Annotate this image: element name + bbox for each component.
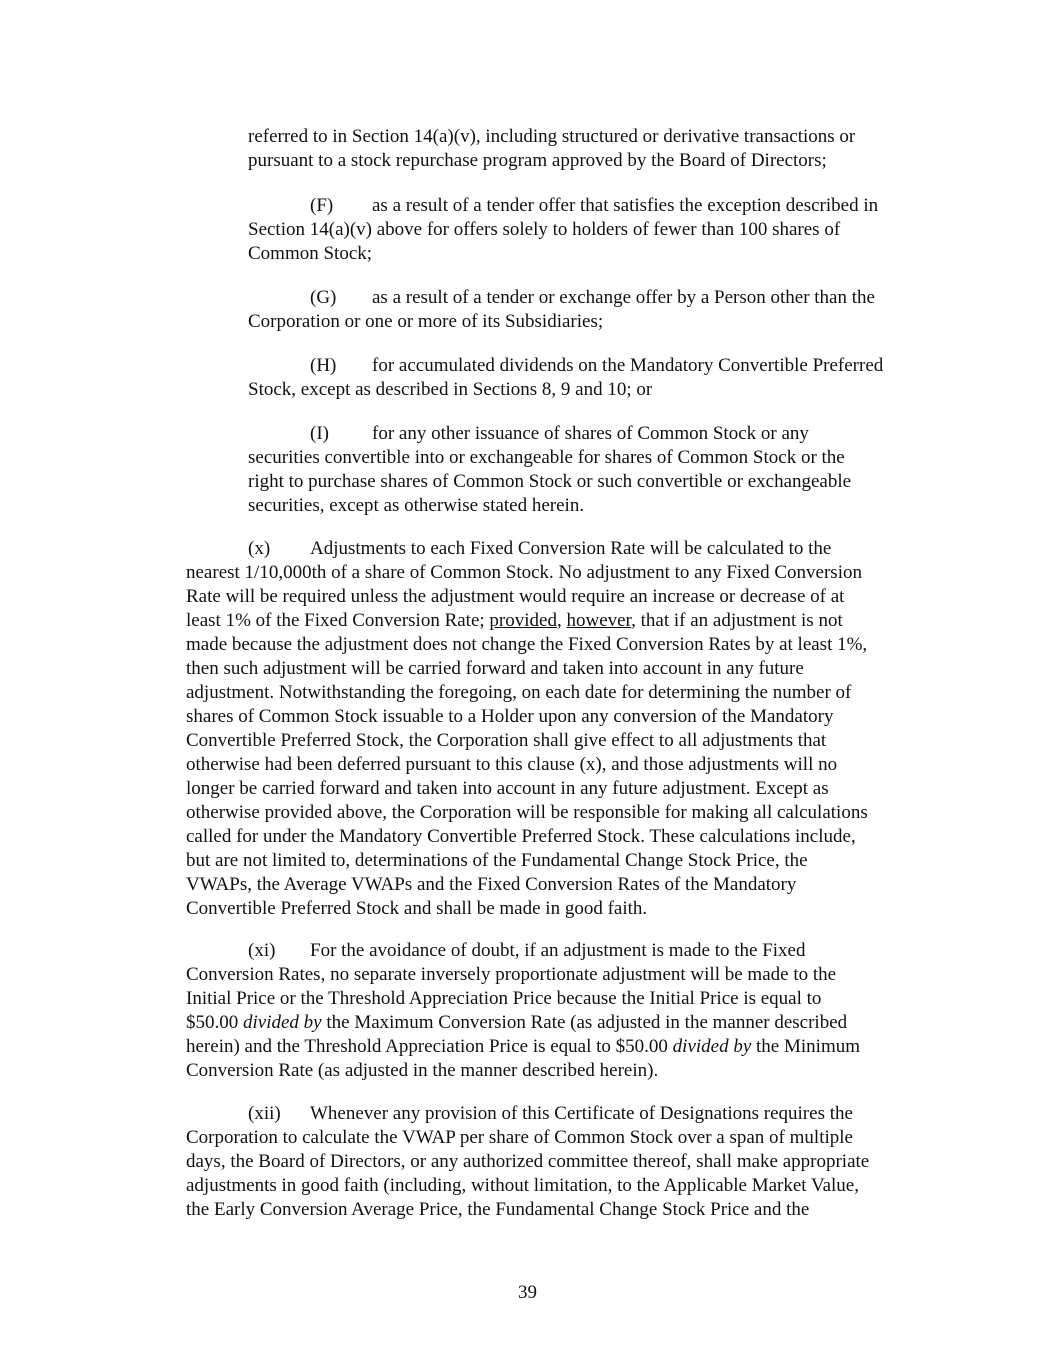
text-span: least 1% of the Fixed Conversion Rate; (186, 610, 490, 631)
paragraph-e-continued (248, 125, 855, 173)
text-line: longer be carried forward and taken into account in any future adjustment. Except as (186, 778, 829, 799)
text-span: the Maximum Conversion Rate (as adjusted in the manner described (321, 1012, 848, 1033)
text-span: Whenever any provision of this Certificate of Designations requires the (310, 1103, 853, 1124)
text-line (186, 1011, 860, 1035)
text-line (248, 422, 851, 446)
text-line: Rate will be required unless the adjustment would require an increase or decrease of at (186, 586, 845, 607)
text-span: herein) and the Threshold Appreciation Price is equal to $50.00 (186, 1036, 673, 1057)
text-line: adjustments in good faith (including, without limitation, to the Applicable Market Value, (186, 1175, 859, 1196)
italic-term-divided-by: divided by (243, 1012, 322, 1033)
text-line: Corporation or one or more of its Subsidiaries; (248, 311, 604, 332)
text-line (186, 1102, 869, 1126)
text-span: $50.00 (186, 1012, 243, 1033)
text-line: otherwise had been deferred pursuant to this clause (x), and those adjustments will no (186, 754, 838, 775)
text-line: Corporation to calculate the VWAP per share of Common Stock over a span of multiple (186, 1127, 853, 1148)
text-span: as a result of a tender offer that satisfies the exception described in (372, 195, 879, 216)
paragraph-i (248, 422, 851, 518)
text-span: , (556, 610, 567, 631)
page-number: 39 (518, 1282, 537, 1303)
text-line: Section 14(a)(v) above for offers solely to holders of fewer than 100 shares of (248, 219, 841, 240)
text-line: securities, except as otherwise stated herein. (248, 495, 585, 516)
text-line: referred to in Section 14(a)(v), including structured or derivative transactions or (248, 126, 856, 147)
paragraph-x (186, 537, 868, 921)
text-line: but are not limited to, determinations of the Fundamental Change Stock Price, the (186, 850, 808, 871)
paragraph-xi (186, 939, 860, 1083)
text-line (186, 939, 860, 963)
text-span: Adjustments to each Fixed Conversion Rate will be calculated to the (310, 538, 832, 559)
text-line: Initial Price or the Threshold Appreciation Price because the Initial Price is equal to (186, 988, 822, 1009)
text-span: the Minimum (751, 1036, 861, 1057)
text-span: for accumulated dividends on the Mandatory Convertible Preferred (372, 355, 884, 376)
clause-label: (G) (310, 287, 337, 308)
clause-label: (xii) (248, 1103, 281, 1124)
paragraph-h (248, 354, 883, 402)
text-line: Stock, except as described in Sections 8, 9 and 10; or (248, 379, 653, 400)
text-line: the Early Conversion Average Price, the Fundamental Change Stock Price and the (186, 1199, 810, 1220)
clause-label: (H) (310, 355, 337, 376)
text-span: For the avoidance of doubt, if an adjustment is made to the Fixed (310, 940, 806, 961)
text-line: Conversion Rate (as adjusted in the manner described herein). (186, 1060, 659, 1081)
text-line: nearest 1/10,000th of a share of Common Stock. No adjustment to any Fixed Conversion (186, 562, 862, 583)
text-line: shares of Common Stock issuable to a Holder upon any conversion of the Mandatory (186, 706, 834, 727)
text-line: otherwise provided above, the Corporation will be responsible for making all calculations (186, 802, 868, 823)
text-line: securities convertible into or exchangeable for shares of Common Stock or the (248, 447, 845, 468)
text-span: as a result of a tender or exchange offer by a Person other than the (372, 287, 875, 308)
paragraph-g (248, 286, 875, 334)
text-span: , that if an adjustment is not (631, 610, 843, 631)
text-line (248, 194, 878, 218)
text-span: for any other issuance of shares of Common Stock or any (372, 423, 809, 444)
text-line: Conversion Rates, no separate inversely proportionate adjustment will be made to the (186, 964, 837, 985)
text-line: Convertible Preferred Stock and shall be made in good faith. (186, 898, 648, 919)
underlined-term-provided: provided (489, 610, 557, 631)
italic-term-divided-by: divided by (672, 1036, 752, 1057)
text-line: pursuant to a stock repurchase program approved by the Board of Directors; (248, 150, 827, 171)
text-line (248, 354, 883, 378)
text-line (186, 1035, 860, 1059)
underlined-term-however: however (566, 610, 632, 631)
paragraph-f (248, 194, 878, 266)
paragraph-xii (186, 1102, 869, 1222)
text-line: Convertible Preferred Stock, the Corporation shall give effect to all adjustments that (186, 730, 827, 751)
clause-label: (I) (310, 423, 329, 444)
text-line: VWAPs, the Average VWAPs and the Fixed Conversion Rates of the Mandatory (186, 874, 797, 895)
clause-label: (x) (248, 538, 271, 559)
text-line: right to purchase shares of Common Stock or such convertible or exchangeable (248, 471, 852, 492)
text-line: then such adjustment will be carried forward and taken into account in any future (186, 658, 804, 679)
text-line (248, 286, 875, 310)
clause-label: (F) (310, 195, 334, 216)
text-line (186, 537, 868, 561)
text-line: Common Stock; (248, 243, 373, 264)
text-line: adjustment. Notwithstanding the foregoing, on each date for determining the number of (186, 682, 852, 703)
text-line (186, 609, 868, 633)
clause-label: (xi) (248, 940, 276, 961)
text-line: days, the Board of Directors, or any authorized committee thereof, shall make appropriate (186, 1151, 870, 1172)
text-line: called for under the Mandatory Convertible Preferred Stock. These calculations include, (186, 826, 856, 847)
text-line: made because the adjustment does not change the Fixed Conversion Rates by at least 1%, (186, 634, 868, 655)
